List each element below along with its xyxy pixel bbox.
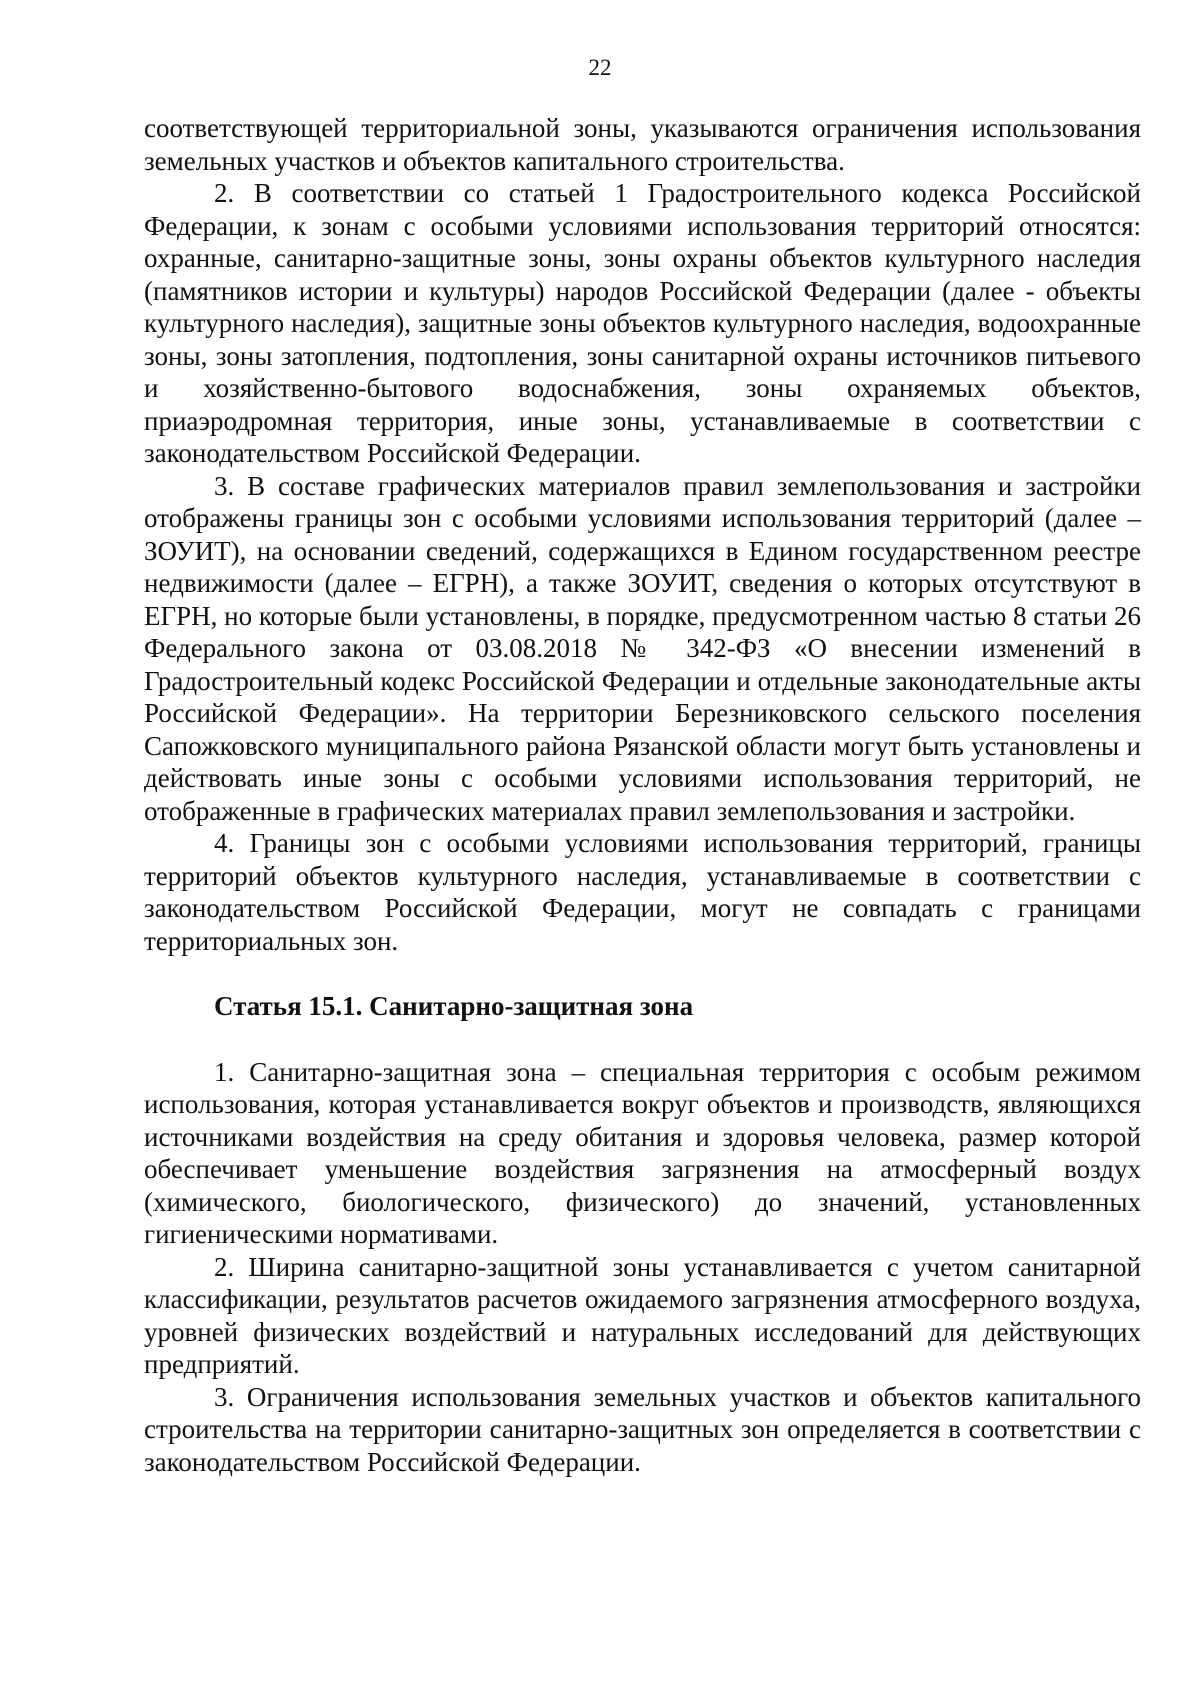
article-heading: Статья 15.1. Санитарно-защитная зона — [214, 991, 694, 1021]
article-paragraph-3: 3. Ограничения использования земельных участков и объектов капитального строительства на территории санитарно-защитных зон определяется в соответствии с законодательством Российской Федерации. — [144, 1381, 1141, 1477]
article-paragraph-1: 1. Санитарно-защитная зона – специальная территория с особым режимом использования, которая устанавливается вокруг объектов и производств, являющихся источниками воздействия на среду обитания и здоровья человека, размер которой обеспечивает уменьшение воздействия загрязнения на атмосферный воздух (химического, биологического, физического) до значений, установленных гигиеническими нормативами. — [144, 1056, 1141, 1249]
article-paragraph-2: 2. Ширина санитарно-защитной зоны устанавливается с учетом санитарной классификации, результатов расчетов ожидаемого загрязнения атмосферного воздуха, уровней физических воздействий и натуральных исследований для действующих предприятий. — [144, 1251, 1141, 1379]
page-number: 22 — [588, 55, 612, 80]
document-body — [144, 112, 1141, 1478]
paragraph-2: 2. В соответствии со статьей 1 Градостроительного кодекса Российской Федерации, к зонам с особыми условиями использования территорий относятся: охранные, санитарно-защитные зоны, зоны охраны объектов культурного наследия (памятников истории и культуры) народов Российской Федерации (далее - объекты культурного наследия), защитные зоны объектов культурного наследия, водоохранные зоны, зоны затопления, подтопления, зоны санитарной охраны источников питьевого и хозяйственно-бытового водоснабжения, зоны охраняемых объектов, приаэродромная территория, иные зоны, устанавливаемые в соответствии с законодательством Российской Федерации. — [144, 178, 1141, 468]
continuation-paragraph: соответствующей территориальной зоны, указываются ограничения использования земельных участков и объектов капитального строительства. — [144, 113, 1141, 176]
paragraph-4: 4. Границы зон с особыми условиями использования территорий, границы территорий объектов культурного наследия, устанавливаемые в соответствии с законодательством Российской Федерации, могут не совпадать с границами территориальных зон. — [144, 828, 1141, 956]
paragraph-3: 3. В составе графических материалов правил землепользования и застройки отображены границы зон с особыми условиями использования территорий (далее – ЗОУИТ), на основании сведений, содержащихся в Едином государственном реестре недвижимости (далее – ЕГРН), а также ЗОУИТ, сведения о которых отсутствуют в ЕГРН, но которые были установлены, в порядке, предусмотренном частью 8 статьи 26 Федерального закона от 03.08.2018 № 342-ФЗ «О внесении изменений в Градостроительный кодекс Российской Федерации и отдельные законодательные акты Российской Федерации». На территории Березниковского сельского поселения Сапожковского муниципального района Рязанской области могут быть установлены и действовать иные зоны с особыми условиями использования территорий, не отображенные в графических материалах правил землепользования и застройки. — [144, 470, 1141, 826]
